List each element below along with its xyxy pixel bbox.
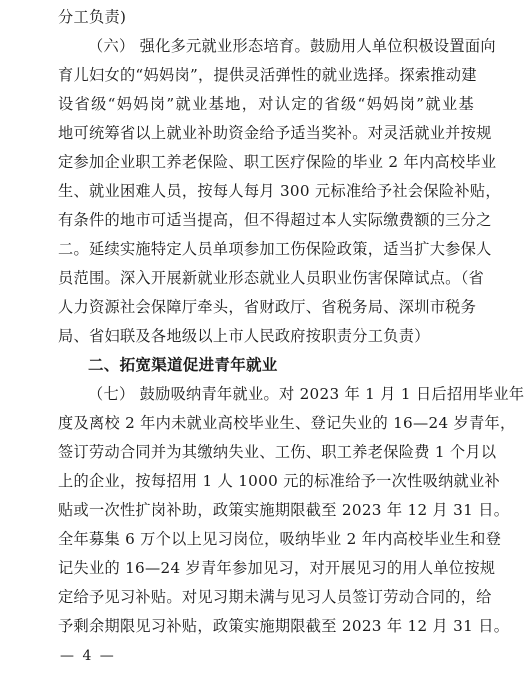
text-line: 局、省妇联及各地级以上市人民政府按职责分工负责） (58, 327, 430, 345)
text-line: 生、就业困难人员，按每人每月 300 元标准给予社会保险补贴， (58, 182, 501, 200)
text-line: 定参加企业职工养老保险、职工医疗保险的毕业 2 年内高校毕业 (58, 153, 497, 171)
section-heading: 二、拓宽渠道促进青年就业 (88, 356, 278, 374)
text-line: 育儿妇女的“妈妈岗”，提供灵活弹性的就业选择。探索推动建 (58, 66, 477, 84)
text-line: 度及离校 2 年内未就业高校毕业生、登记失业的 16—24 岁青年， (58, 414, 516, 432)
text-line: 贴或一次性扩岗补助，政策实施期限截至 2023 年 12 月 31 日。 (58, 501, 510, 519)
text-line: 有条件的地市可适当提高，但不得超过本人实际缴费额的三分之 (58, 211, 492, 229)
page-number: — 4 — (60, 648, 116, 664)
text-line: 定给予见习补贴。对见习期未满与见习人员签订劳动合同的，给 (58, 588, 492, 606)
text-line: 签订劳动合同并为其缴纳失业、工伤、职工养老保险费 1 个月以 (58, 443, 497, 461)
paragraph-6-first-line: （六） 强化多元就业形态培育。鼓励用人单位积极设置面向 (88, 37, 496, 55)
text-line: 全年募集 6 万个以上见习岗位，吸纳毕业 2 年内高校毕业生和登 (58, 530, 502, 548)
paragraph-7-first-line: （七） 鼓励吸纳青年就业。对 2023 年 1 月 1 日后招用毕业年 (88, 385, 525, 403)
text-line: 设省级“妈妈岗”就业基地，对认定的省级“妈妈岗”就业基 (58, 95, 474, 113)
text-line: 分工负责) (58, 8, 127, 26)
text-line: 予剩余期限见习补贴，政策实施期限截至 2023 年 12 月 31 日。 (58, 617, 510, 635)
text-line: 记失业的 16—24 岁青年参加见习，对开展见习的用人单位按规 (58, 559, 496, 577)
text-line: 地可统筹省以上就业补助资金给予适当奖补。对灵活就业并按规 (58, 124, 492, 142)
text-line: 二。延续实施特定人员单项参加工伤保险政策，适当扩大参保人 (58, 240, 492, 258)
text-line: 员范围。深入开展新就业形态就业人员职业伤害保障试点。（省 (58, 269, 485, 287)
text-line: 人力资源社会保障厅牵头，省财政厅、省税务局、深圳市税务 (58, 298, 477, 316)
text-line: 上的企业，按每招用 1 人 1000 元的标准给予一次性吸纳就业补 (58, 472, 501, 490)
